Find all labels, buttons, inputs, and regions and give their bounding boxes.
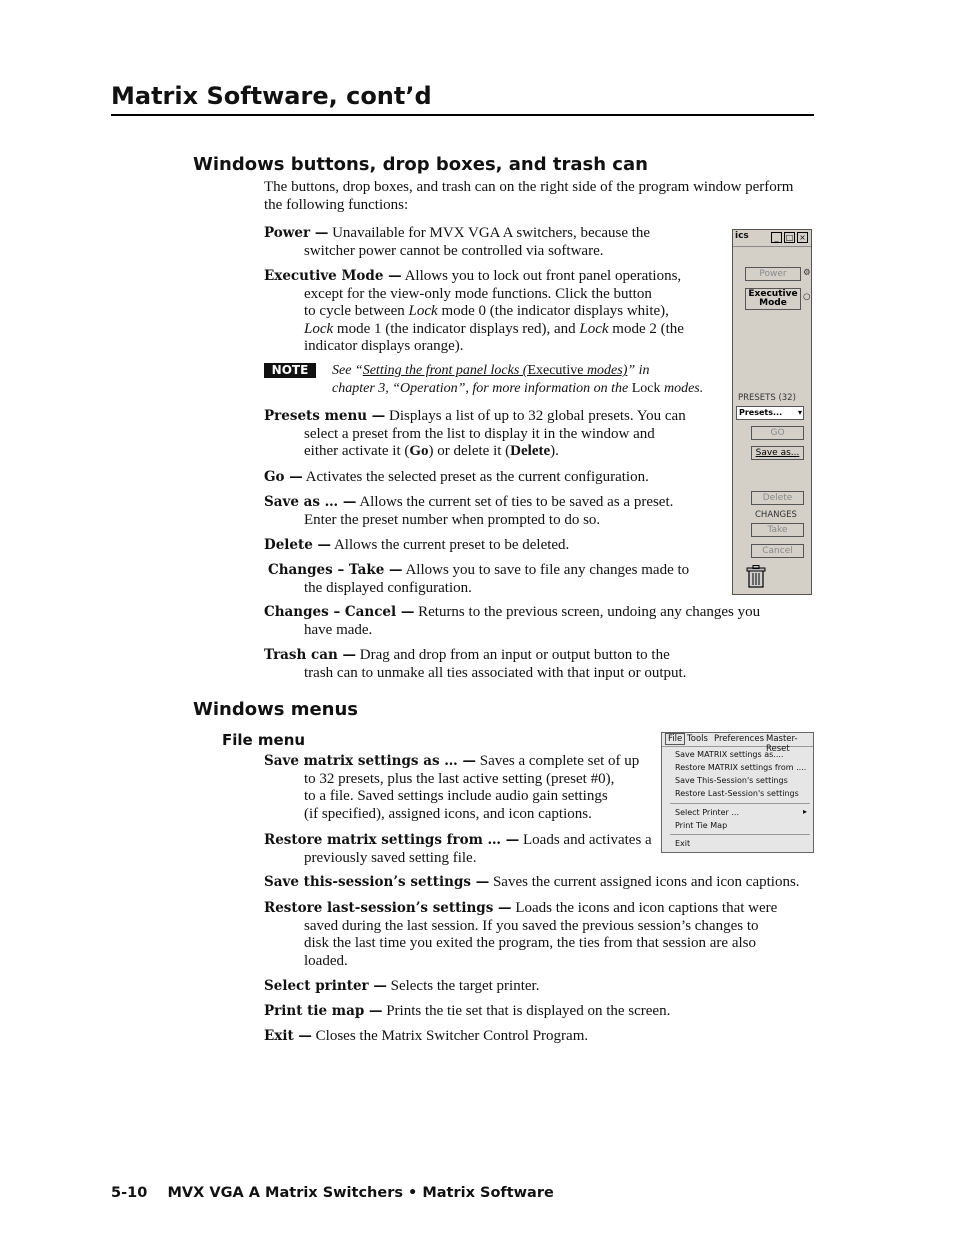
- term-power: Power —: [264, 225, 329, 241]
- menu-separator: [670, 834, 810, 835]
- submenu-arrow-icon: ▸: [803, 807, 808, 816]
- trash-can-icon[interactable]: [746, 565, 766, 589]
- entry-restore-matrix: Restore matrix settings from … — Loads and activates a previously saved setting file.: [264, 832, 652, 866]
- entry-delete: Delete — Allows the current preset to be deleted.: [264, 537, 570, 553]
- menu-item-restore-matrix[interactable]: Restore MATRIX settings from ....: [675, 763, 807, 772]
- maximize-icon[interactable]: □: [785, 233, 794, 242]
- section-heading-buttons: Windows buttons, drop boxes, and trash can: [193, 154, 648, 175]
- menu-preferences[interactable]: Preferences: [714, 734, 764, 744]
- entry-save-matrix: Save matrix settings as … — Saves a complete set of up to 32 presets, plus the last active setting (preset #0), to a file. Saved settings include audio gain settings (if specified), assigned icons, and icon captions.: [264, 753, 640, 822]
- note-badge: NOTE: [264, 363, 316, 378]
- changes-label: CHANGES: [755, 510, 797, 520]
- file-menu-screenshot: [661, 732, 814, 853]
- menu-item-save-this-session[interactable]: Save This-Session's settings: [675, 776, 788, 785]
- entry-save-this-session: Save this-session’s settings — Saves the current assigned icons and icon captions.: [264, 874, 800, 890]
- menu-bar: [662, 733, 813, 754]
- page-title: Matrix Software, cont’d: [111, 82, 432, 110]
- delete-button[interactable]: Delete: [751, 491, 804, 505]
- page-footer: [111, 1185, 554, 1201]
- chevron-down-icon: ▾: [797, 408, 802, 417]
- entry-presets-menu: Presets menu — Displays a list of up to 32 global presets. You can select a preset from the list to display it in the window and either activate it (Go) or delete it (Delete).: [264, 408, 686, 459]
- menu-file[interactable]: File: [665, 733, 685, 745]
- note-text: See “Setting the front panel locks (Executive modes)” in chapter 3, “Operation”, for more information on the Lock modes.: [332, 363, 704, 396]
- entry-executive-mode: Executive Mode — Allows you to lock out front panel operations, except for the view-only mode functions. Click the button to cycle between Lock mode 0 (the indicator displays white), Lock mode 1 (the indicator displays red), and Lock mode 2 (the indicator displays orange).: [264, 268, 684, 354]
- presets-label: PRESETS (32): [738, 393, 796, 403]
- entry-changes-take: Changes – Take — Allows you to save to file any changes made to the displayed configuration.: [268, 562, 690, 596]
- panel-titlebar: ics _ □ ×: [733, 230, 811, 247]
- entry-trash-can: Trash can — Drag and drop from an input or output button to the trash can to unmake all ties associated with that input or output.: [264, 647, 687, 681]
- note-link[interactable]: Setting the front panel locks (Executive modes): [362, 363, 628, 378]
- menu-master-reset[interactable]: Master-Reset: [766, 734, 798, 754]
- section-intro: The buttons, drop boxes, and trash can on the right side of the program window perform the following functions:: [264, 179, 794, 213]
- entry-restore-last-session: Restore last-session’s settings — Loads the icons and icon captions that were saved during the last session. If you saved the previous session’s changes to disk the last time you exited the program, the ties from that session are also loaded.: [264, 900, 778, 969]
- section-heading-menus: Windows menus: [193, 699, 359, 720]
- menu-item-restore-last-session[interactable]: Restore Last-Session's settings: [675, 789, 799, 798]
- menu-item-print-tie-map[interactable]: Print Tie Map: [675, 821, 728, 830]
- entry-select-printer: Select printer — Selects the target printer.: [264, 978, 540, 994]
- entry-power: Power — Unavailable for MVX VGA A switchers, because the switcher power cannot be controlled via software.: [264, 225, 651, 259]
- lock-indicator-icon: ○: [803, 292, 811, 302]
- menu-item-save-matrix[interactable]: Save MATRIX settings as....: [675, 750, 784, 759]
- menu-separator: [670, 803, 810, 804]
- footer-page-number: 5-10: [111, 1185, 148, 1201]
- go-button[interactable]: GO: [751, 426, 804, 440]
- power-indicator-icon: ⚙: [803, 268, 811, 278]
- save-as-button[interactable]: Save as...: [751, 446, 804, 460]
- executive-mode-button[interactable]: Executive Mode: [745, 288, 801, 310]
- program-side-panel: [732, 229, 812, 595]
- take-button[interactable]: Take: [751, 523, 804, 537]
- entry-exit: Exit — Closes the Matrix Switcher Control Program.: [264, 1028, 589, 1044]
- menu-item-exit[interactable]: Exit: [675, 839, 691, 848]
- subheading-file-menu: File menu: [222, 731, 306, 749]
- presets-dropdown[interactable]: Presets... ▾: [736, 406, 804, 420]
- cancel-button[interactable]: Cancel: [751, 544, 804, 558]
- power-button[interactable]: Power: [745, 267, 801, 281]
- menu-item-select-printer[interactable]: Select Printer ...: [675, 808, 740, 817]
- entry-save-as: Save as … — Allows the current set of ties to be saved as a preset. Enter the preset number when prompted to do so.: [264, 494, 674, 528]
- footer-text: MVX VGA A Matrix Switchers • Matrix Software: [167, 1185, 554, 1201]
- entry-print-tie-map: Print tie map — Prints the tie set that is displayed on the screen.: [264, 1003, 671, 1019]
- entry-changes-cancel: Changes – Cancel — Returns to the previous screen, undoing any changes you have made.: [264, 604, 761, 638]
- menu-tools[interactable]: Tools: [687, 734, 708, 744]
- close-icon[interactable]: ×: [797, 232, 808, 243]
- entry-go: Go — Activates the selected preset as the current configuration.: [264, 469, 649, 485]
- minimize-icon[interactable]: _: [771, 232, 782, 243]
- title-rule: [111, 114, 814, 116]
